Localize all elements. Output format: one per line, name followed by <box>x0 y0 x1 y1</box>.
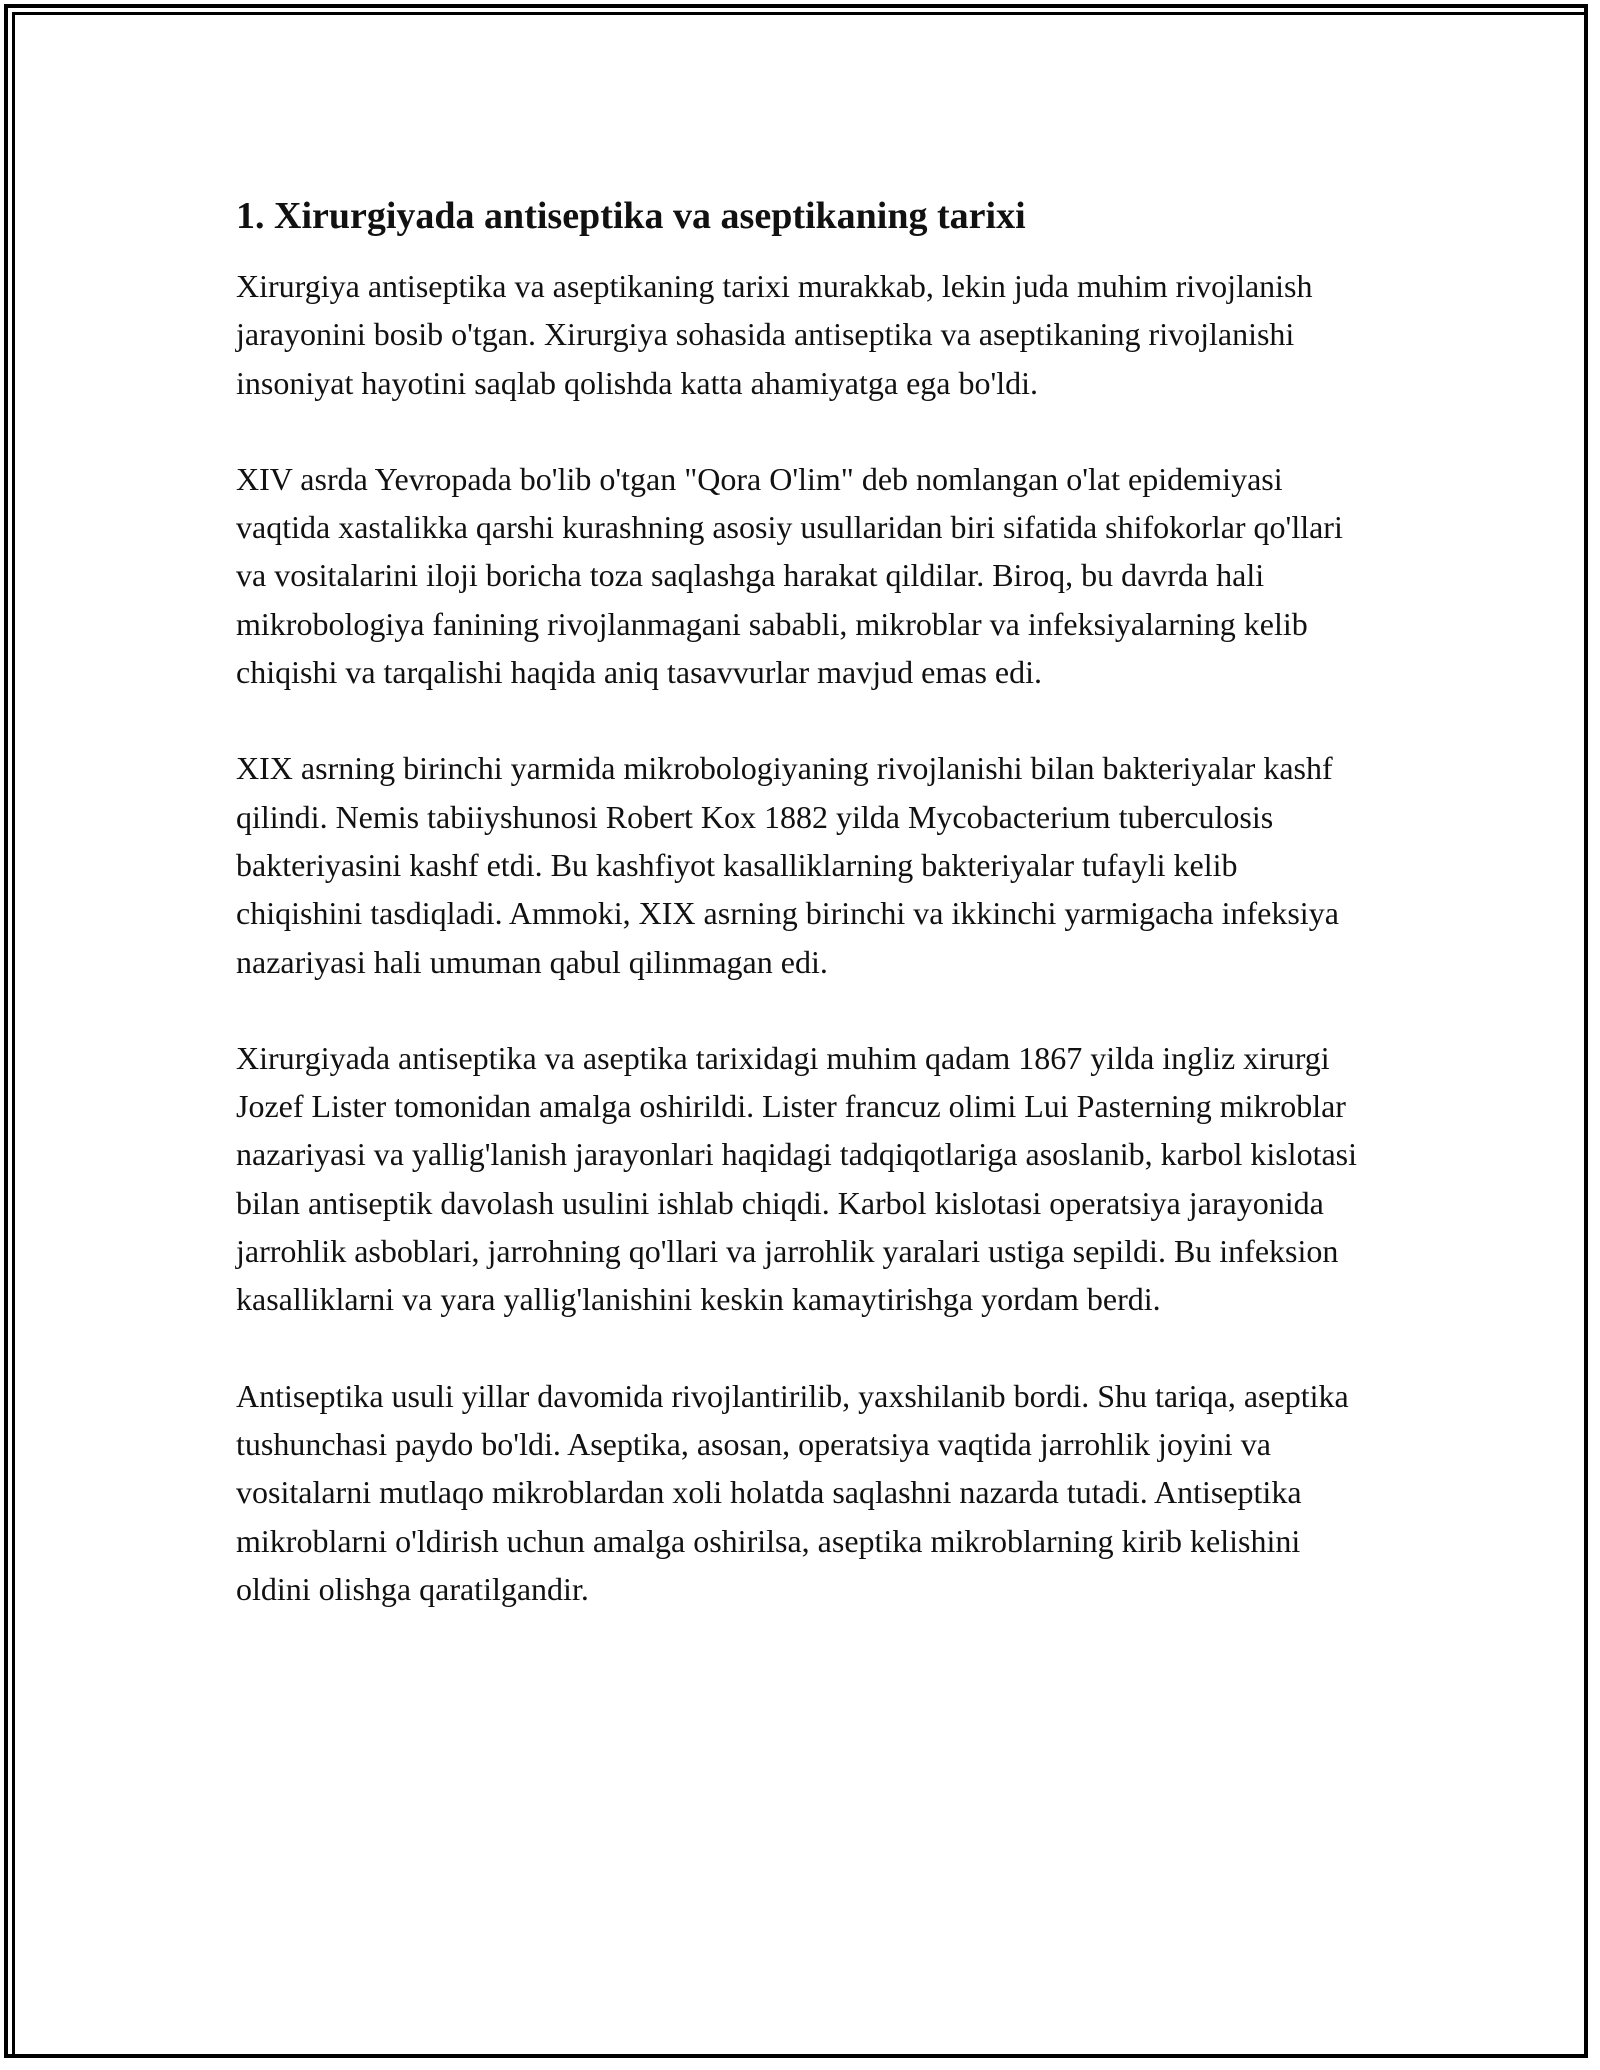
document-body <box>236 190 1366 1661</box>
paragraph-4: Xirurgiyada antiseptika va aseptika tarixidagi muhim qadam 1867 yilda ingliz xirurgi Jozef Lister tomonidan amalga oshirildi. Lister francuz olimi Lui Pasterning mikroblar nazariyasi va yallig'lanish jarayonlari haqidagi tadqiqotlariga asoslanib, karbol kislotasi bilan antiseptik davolash usulini ishlab chiqdi. Karbol kislotasi operatsiya jarayonida jarrohlik asboblari, jarrohning qo'llari va jarrohlik yaralari ustiga sepildi. Bu infeksion kasalliklarni va yara yallig'lanishini keskin kamaytirishga yordam berdi. <box>236 1039 1357 1318</box>
section-heading: 1. Xirurgiyada antiseptika va aseptikaning tarixi <box>236 195 1026 237</box>
paragraph-1: Xirurgiya antiseptika va aseptikaning tarixi murakkab, lekin juda muhim rivojlanish jarayonini bosib o'tgan. Xirurgiya sohasida antiseptika va aseptikaning rivojlanishi insoniyat hayotini saqlab qolishda katta ahamiyatga ega bo'ldi. <box>236 268 1313 401</box>
paragraph-3: XIX asrning birinchi yarmida mikrobologiyaning rivojlanishi bilan bakteriyalar kashf qilindi. Nemis tabiiyshunosi Robert Kox 1882 yilda Mycobacterium tuberculosis bakteriyasini kashf etdi. Bu kashfiyot kasalliklarning bakteriyalar tufayli kelib chiqishini tasdiqladi. Ammoki, XIX asrning birinchi va ikkinchi yarmigacha infeksiya nazariyasi hali umuman qabul qilinmagan edi. <box>236 750 1339 980</box>
paragraph-2: XIV asrda Yevropada bo'lib o'tgan "Qora O'lim" deb nomlangan o'lat epidemiyasi vaqtida xastalikka qarshi kurashning asosiy usullaridan biri sifatida shifokorlar qo'llari va vositalarini iloji boricha toza saqlashga harakat qildilar. Biroq, bu davrda hali mikrobologiya fanining rivojlanmagani sababli, mikroblar va infeksiyalarning kelib chiqishi va tarqalishi haqida aniq tasavvurlar mavjud emas edi. <box>236 460 1343 691</box>
paragraph-5: Antiseptika usuli yillar davomida rivojlantirilib, yaxshilanib bordi. Shu tariqa, aseptika tushunchasi paydo bo'ldi. Aseptika, asosan, operatsiya vaqtida jarrohlik joyini va vositalarni mutlaqo mikroblardan xoli holatda saqlashni nazarda tutadi. Antiseptika mikroblarni o'ldirish uchun amalga oshirilsa, aseptika mikroblarning kirib kelishini oldini olishga qaratilgandir. <box>236 1377 1349 1607</box>
